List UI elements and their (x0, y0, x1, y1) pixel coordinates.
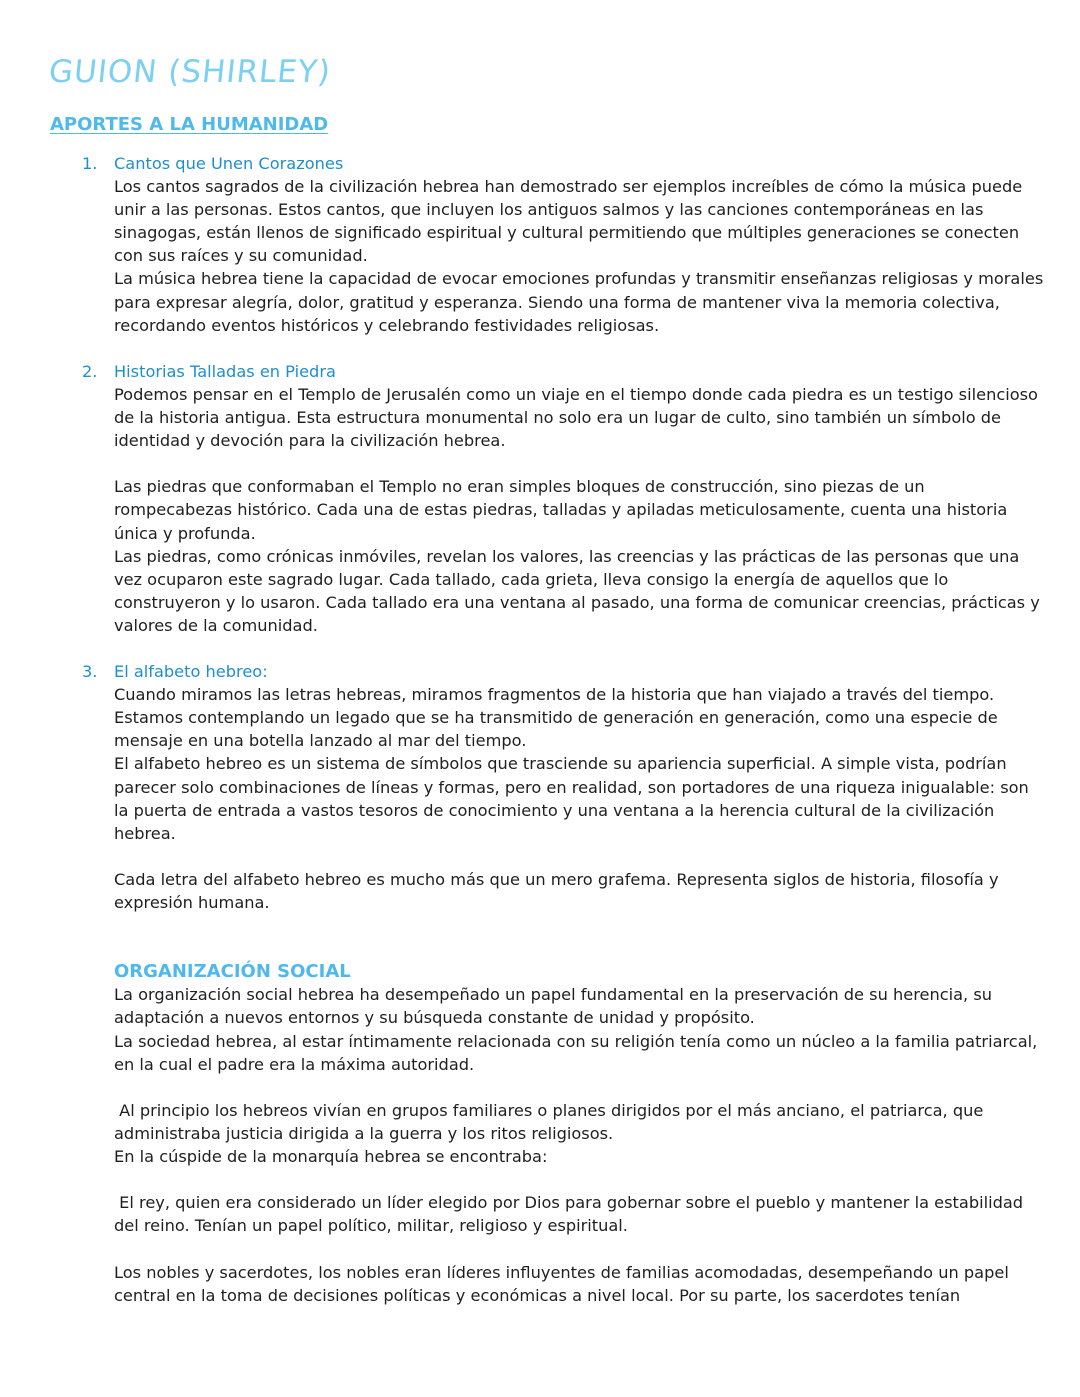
spacer (82, 937, 1047, 960)
list-item-historias (82, 360, 1047, 637)
spacer (82, 914, 1047, 937)
spacer (114, 1168, 1047, 1191)
list-item-alfabeto (82, 660, 1047, 914)
list-item-title: Historias Talladas en Piedra (114, 361, 336, 381)
spacer (82, 337, 1047, 360)
paragraph: Los nobles y sacerdotes, los nobles eran líderes influyentes de familias acomodadas, desempeñando un papel central en la toma de decisiones políticas y económicas a nivel local. Por su parte, los sacerdotes tenían (114, 1262, 1009, 1305)
organization-section (82, 960, 1047, 1306)
spacer (114, 845, 1047, 868)
paragraph: Cada letra del alfabeto hebreo es mucho más que un mero grafema. Representa siglos de historia, filosofía y expresión humana. (114, 869, 999, 912)
spacer (114, 1076, 1047, 1099)
document-title: GUION (SHIRLEY) (47, 54, 333, 90)
spacer (82, 637, 1047, 660)
paragraph: La música hebrea tiene la capacidad de evocar emociones profundas y transmitir enseñanzas religiosas y morales para expresar alegría, dolor, gratitud y esperanza. Siendo una forma de mantener viva la memoria colectiva, recordando eventos históricos y celebrando festividades religiosas. (114, 269, 1044, 335)
paragraph: Las piedras que conformaban el Templo no eran simples bloques de construcción, sino piezas de un rompecabezas histórico. Cada una de estas piedras, talladas y apiladas meticulosamente, cuenta una historia única y profunda. (114, 477, 1008, 543)
paragraph: La sociedad hebrea, al estar íntimamente relacionada con su religión tenía como un núcleo a la familia patriarcal, en la cual el padre era la máxima autoridad. (114, 1031, 1038, 1074)
list-item-title: El alfabeto hebreo: (114, 662, 268, 682)
paragraph: El rey, quien era considerado un líder elegido por Dios para gobernar sobre el pueblo y mantener la estabilidad del reino. Tenían un papel político, militar, religioso y espiritual. (114, 1193, 1029, 1236)
list-item-number: 2. (82, 361, 98, 381)
paragraph: La organización social hebrea ha desempeñado un papel fundamental en la preservación de su herencia, su adaptación a nuevos entornos y su búsqueda constante de unidad y propósito. (114, 985, 993, 1028)
paragraph: Cuando miramos las letras hebreas, miramos fragmentos de la historia que han viajado a través del tiempo. Estamos contemplando un legado que se ha transmitido de generación en generación, como una especie de mensaje en una botella lanzado al mar del tiempo. (114, 685, 998, 751)
list-item-cantos (82, 152, 1047, 337)
paragraph: Podemos pensar en el Templo de Jerusalén como un viaje en el tiempo donde cada piedra es un testigo silencioso de la historia antigua. Esta estructura monumental no solo era un lugar de culto, sino también un símbolo de identidad y devoción para la civilización hebrea. (114, 384, 1038, 451)
paragraph: Los cantos sagrados de la civilización hebrea han demostrado ser ejemplos increíbles de cómo la música puede unir a las personas. Estos cantos, que incluyen los antiguos salmos y las canciones contemporáneas en las sinagogas, están llenos de significado espiritual y cultural permitiendo que múltiples generaciones se conecten con sus raíces y su comunidad. (114, 177, 1023, 266)
paragraph: Al principio los hebreos vivían en grupos familiares o planes dirigidos por el más anciano, el patriarca, que administraba justicia dirigida a la guerra y los ritos religiosos. (114, 1100, 989, 1143)
list-item-title: Cantos que Unen Corazones (114, 154, 344, 173)
spacer (114, 1237, 1047, 1260)
paragraph: En la cúspide de la monarquía hebrea se encontraba: (114, 1147, 548, 1167)
section-heading-aportes: APORTES A LA HUMANIDAD (50, 114, 329, 135)
section-heading-organizacion: ORGANIZACIÓN SOCIAL (114, 961, 351, 983)
list-item-number: 3. (82, 662, 98, 682)
paragraph: El alfabeto hebreo es un sistema de símbolos que trasciende su apariencia superficial. A simple vista, podrían parecer solo combinaciones de líneas y formas, pero en realidad, son portadores de una riqueza inigualable: son la puerta de entrada a vastos tesoros de conocimiento y una ventana a la herencia cultural de la civilización hebrea. (114, 754, 1029, 843)
spacer (114, 452, 1047, 475)
document-body (82, 152, 1047, 1307)
paragraph: Las piedras, como crónicas inmóviles, revelan los valores, las creencias y las prácticas de las personas que una vez ocuparon este sagrado lugar. Cada tallado, cada grieta, lleva consigo la energía de aquellos que lo construyeron y lo usaron. Cada tallado era una ventana al pasado, una forma de comunicar creencias, prácticas y valores de la comunidad. (114, 546, 1040, 635)
list-item-number: 1. (82, 154, 98, 173)
